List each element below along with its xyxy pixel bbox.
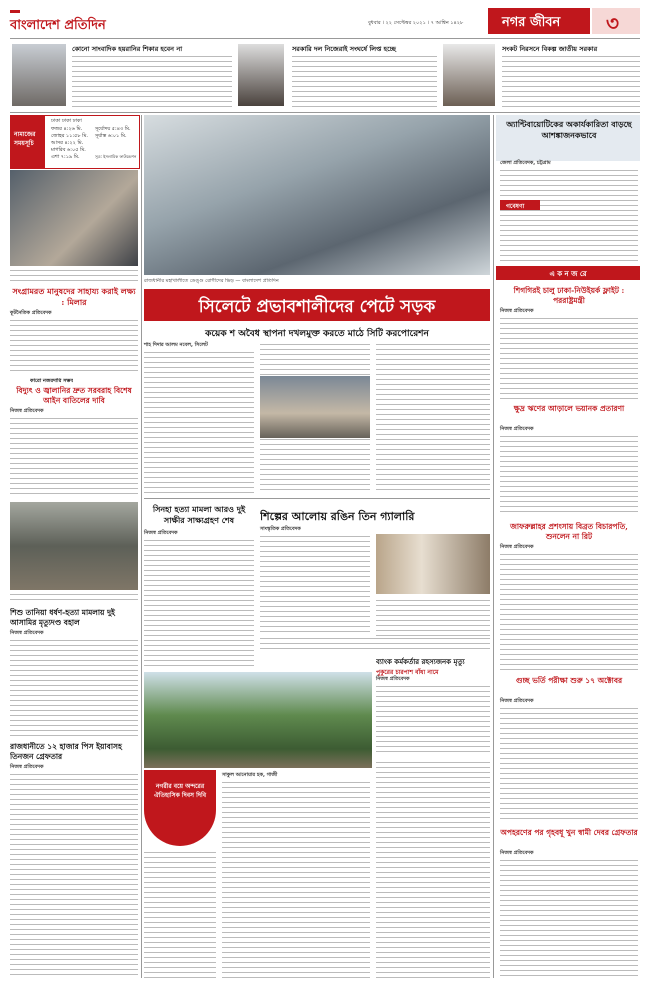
dengue-ward-photo (144, 115, 490, 275)
mid-story2-headline: শিল্পের আলোয় রঙিন তিন গ্যালারি (260, 510, 415, 523)
top-col1-headline: কোনো সাংবাদিক হয়রানির শিকার হবেন না (72, 45, 183, 53)
gallery-photo (376, 534, 490, 594)
bottom-feature-body-col1 (222, 780, 370, 978)
prayer-header: ঢাকা ঢাকা ঢাকা (51, 118, 82, 124)
bottom-feature-body-col0 (144, 850, 216, 978)
left-story2-source: নিজস্ব প্রতিবেদক (10, 408, 44, 414)
right-story6-source: নিজস্ব প্রতিবেদক (500, 850, 534, 856)
mid-story2-body-col2 (376, 598, 490, 638)
column-rule-right (493, 115, 494, 978)
prayer-fajr: ফজর ৪:২৬ মি. (51, 126, 83, 132)
prayer-asr: আসর ৪:২২ মি. (51, 140, 84, 146)
left-story4-body (10, 772, 138, 978)
right-story3-headline: ক্ষুদ্র ঋণের আড়ালে ভয়ানক প্রতারণা (513, 404, 625, 413)
meeting-photo (10, 170, 138, 266)
left-story2-kicker: কারো নজরদারি সম্ভব (30, 378, 74, 384)
portrait-photo-3 (443, 44, 495, 106)
top-col3-body (502, 54, 640, 108)
photo-caption-left (10, 268, 138, 282)
lead-body-col1 (144, 350, 254, 494)
left-story1-body (10, 318, 138, 374)
lead-subhead: কয়েক শ অবৈধ স্থাপনা দখলমুক্ত করতে মাঠে সিটি করপোরেশন (205, 329, 429, 339)
portrait-photo-1 (12, 44, 66, 106)
top-col1-body (72, 54, 232, 108)
column-rule-left (141, 115, 142, 978)
mid-story1-source: নিজস্ব প্রতিবেদক (144, 530, 178, 536)
mid-story2-source: সাংস্কৃতিক প্রতিবেদক (260, 526, 301, 532)
road-photo (260, 376, 370, 438)
left-story1-source: কূটনৈতিক প্রতিবেদক (10, 310, 52, 316)
top-row-divider (10, 112, 640, 113)
lead-byline: শাহ দিদার আলম নবেল, সিলেট (144, 342, 208, 348)
right-story5-body (500, 706, 638, 822)
masthead (0, 0, 650, 38)
ekonojore-text: এ ক ন জ রে (549, 270, 587, 278)
right-story1-headline: অ্যান্টিবায়োটিকের অকার্যকারিতা বাড়ছে আশঙ্কাজনকভাবে (506, 119, 632, 140)
sunset: সূর্যাস্ত ৬:০১ মি. (95, 133, 127, 139)
left-story2-body (10, 416, 138, 498)
prayer-maghrib: মাগরিব ৬:০৫ মি. (51, 147, 86, 153)
sunrise: সূর্যোদয় ৫:৪৩ মি. (95, 126, 131, 132)
masthead-divider (10, 38, 640, 39)
mid-story3-headline: ব্যাংক কর্মকর্তার রহস্যজনক মৃত্যু (376, 657, 465, 666)
right-story2-body (500, 316, 638, 400)
lead-headline-box (144, 289, 490, 321)
mid-story1-headline: সিনহা হত্যা মামলা আরও দুই সাক্ষীর সাক্ষ্যগ্রহণ শেষ (152, 504, 246, 525)
right-story1-body (500, 168, 638, 262)
mid-story3-body (376, 684, 490, 756)
research-tag-text: গবেষণা (506, 203, 525, 210)
right-story3-body (500, 434, 638, 516)
lead-headline: সিলেটে প্রভাবশালীদের পেটে সড়ক (198, 297, 436, 317)
left-story2-headline: বিদ্যুৎ ও জ্বালানির দ্রুত সরবরাহ বিশেষ আইন বাতিলের দাবি (16, 386, 132, 405)
right-story1-source: জেলা প্রতিবেদক, চট্টগ্রাম (500, 160, 551, 166)
prayer-title: নামাজের সময়সূচি (14, 131, 36, 147)
prayer-zuhr: জোহর ১১:৫৮ মি. (51, 133, 88, 139)
bottom-feature-body-col2 (376, 760, 490, 978)
traffic-photo (10, 502, 138, 590)
top-col2-headline: সরকারি দল নিজেরাই সংঘর্ষে লিপ্ত হচ্ছে (292, 45, 396, 53)
right-story3-source: নিজস্ব প্রতিবেদক (500, 426, 534, 432)
page-number: ৩ (606, 11, 620, 35)
prayer-source: সূত্র: ইসলামিক ফাউন্ডেশন (95, 154, 137, 159)
left-story4-source: নিজস্ব প্রতিবেদক (10, 764, 44, 770)
page-number-box (592, 8, 640, 34)
right-story5-headline: গুচ্ছ ভর্তি পরীক্ষা শুরু ১৭ অক্টোবর (515, 676, 623, 685)
right-story5-source: নিজস্ব প্রতিবেদক (500, 698, 534, 704)
newspaper-logo (10, 10, 120, 34)
ekonojore-ribbon (496, 266, 640, 280)
traffic-caption (10, 592, 138, 604)
mid-story2-body-tail (260, 636, 490, 652)
prayer-title-box (11, 116, 45, 168)
right-story2-headline: শিগগিরই চালু ঢাকা-নিউইয়র্ক ফ্লাইট : পররাষ্ট্রমন্ত্রী (513, 286, 625, 305)
left-story3-body (10, 638, 138, 736)
mid-story3-subhead: পুকুরের চারপাশ বাঁধা নামে (376, 669, 439, 676)
bottom-feature-byline: সাকুল আনোয়ার হক, গাজী (222, 772, 278, 778)
lead-photo-caption: রাজধানীর মহাখালীতে ডেঙ্গু রোগীদের ভিড় — বাংলাদেশ প্রতিদিন (144, 278, 279, 284)
date-line: বুধবার । ২২ সেপ্টেম্বর ২০২১ । ৭ আশ্বিন ১৪২৮ (368, 20, 464, 26)
mid-story2-body-col1 (260, 534, 370, 634)
logo-text: বাংলাদেশ প্রতিদিন (10, 18, 106, 33)
right-story4-source: নিজস্ব প্রতিবেদক (500, 544, 534, 550)
top-col3-headline: সংকট নিরসনে বিকল্প জাতীয় সরকার (502, 45, 598, 53)
right-story6-headline: অপহরণের পর গৃহবধূ খুন স্বামী দেবর গ্রেফতার (500, 828, 638, 837)
research-tag (500, 200, 540, 210)
feature-badge-text: নগরীর বয়ে অন্দরের ঐতিহাসিক দিবস দিবি (153, 783, 207, 799)
section-title: নগর জীবন (502, 15, 561, 30)
feature-badge (144, 770, 216, 846)
right-story4-headline: জাফরুল্লাহর প্রশংসায় বিব্রত বিচারপতি, শুনলেন না রিট (510, 522, 628, 541)
lead-divider (144, 498, 490, 499)
right-story6-body (500, 858, 638, 978)
section-box (488, 8, 590, 34)
right-story2-source: নিজস্ব প্রতিবেদক (500, 308, 534, 314)
portrait-photo-2 (238, 44, 284, 106)
left-story3-source: নিজস্ব প্রতিবেদক (10, 630, 44, 636)
left-story4-headline: রাজধানীতে ১২ হাজার পিস ইয়াবাসহ তিনজন গ্রেফতার (10, 742, 122, 761)
prayer-times-box (10, 115, 140, 169)
right-story4-body (500, 552, 638, 670)
mid-story3-source: নিজস্ব প্রতিবেদক (376, 676, 410, 682)
logo-red-bar (10, 10, 20, 13)
left-story1-headline: সংগ্রামরত মানুষদের সাহায্য করাই লক্ষ্য : মিলার (12, 286, 136, 307)
mid-story1-body (144, 538, 254, 668)
top-col2-body (292, 54, 437, 108)
tree-photo (144, 672, 372, 768)
prayer-isha: এশা ৭:১৯ মি. (51, 154, 80, 160)
lead-body-col3 (376, 342, 490, 494)
left-story3-headline: শিশু তানিয়া ধর্ষণ-হত্যা মামলায় দুই আসামির মৃত্যুদণ্ড বহাল (10, 608, 115, 627)
